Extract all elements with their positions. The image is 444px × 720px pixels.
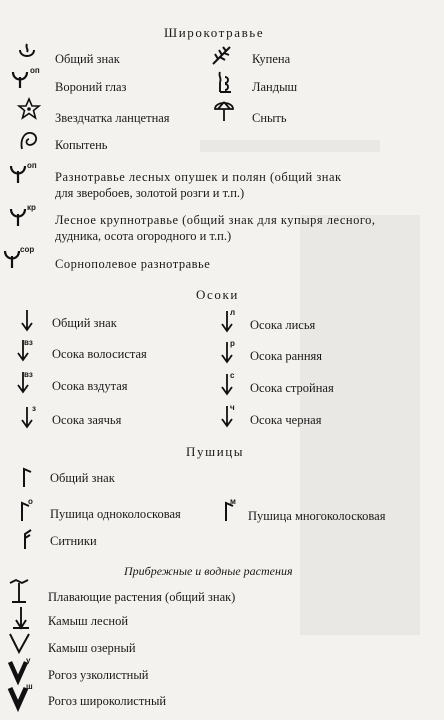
tall-forbs-label-line1: Лесное крупнотравье (общий знак для купыря лесного, <box>55 213 376 227</box>
forest-reed-label: Камыш лесной <box>48 614 129 628</box>
sedge-bladder-superscript: вз <box>24 370 33 379</box>
sedge-fox-label: Осока лисья <box>250 318 316 332</box>
tall-forbs-superscript: кр <box>27 203 36 212</box>
lily-of-valley-icon <box>213 70 235 94</box>
starwort-icon <box>18 98 40 120</box>
floating-plants-label: Плавающие растения (общий знак) <box>48 590 236 604</box>
sedge-hare-label: Осока заячья <box>52 413 122 427</box>
weedy-forbs-superscript: сор <box>20 245 35 254</box>
section-title-cottongrass: Пушицы <box>186 444 245 459</box>
sedge-general-icon <box>20 309 36 333</box>
bleed-through-block <box>200 140 380 152</box>
edge-forbs-superscript: оп <box>27 161 37 170</box>
sedge-early-label: Осока ранняя <box>250 349 323 363</box>
cottongrass-single-label: Пушица одноколосковая <box>50 507 181 521</box>
sedge-fox-superscript: л <box>230 308 236 317</box>
forbs-general-label: Общий знак <box>55 52 120 66</box>
raven-eye-label: Вороний глаз <box>55 80 127 94</box>
sedge-slender-label: Осока стройная <box>250 381 334 395</box>
sedge-general-label: Общий знак <box>52 316 117 330</box>
sedge-bladder-label: Осока вздутая <box>52 379 128 393</box>
cottongrass-general-icon <box>20 466 36 488</box>
solomon-seal-label: Купена <box>252 52 291 66</box>
narrow-cattail-label: Рогоз узколистный <box>48 668 149 682</box>
sedge-early-superscript: р <box>230 339 235 348</box>
sedge-hairy-label: Осока волосистая <box>52 347 147 361</box>
floating-plants-icon <box>8 578 30 604</box>
section-title-sedges: Осоки <box>196 287 239 302</box>
forbs-general-icon <box>16 42 38 62</box>
hoofwort-label: Копытень <box>55 138 108 152</box>
cottongrass-single-superscript: о <box>28 497 33 506</box>
lake-reed-icon <box>8 632 32 654</box>
sedge-hairy-superscript: вз <box>24 338 33 347</box>
section-title-aquatic: Прибрежные и водные растения <box>124 564 293 578</box>
edge-forbs-label-line2: для зверобоев, золотой розги и т.п.) <box>55 186 245 200</box>
solomon-seal-icon <box>210 44 234 66</box>
goutweed-icon <box>213 100 235 122</box>
rush-icon <box>20 528 36 550</box>
sedge-black-label: Осока черная <box>250 413 322 427</box>
broad-cattail-superscript: ш <box>26 682 33 691</box>
broad-cattail-label: Рогоз широколистный <box>48 694 167 708</box>
weedy-forbs-label: Сорнополевое разнотравье <box>55 257 211 271</box>
goutweed-label: Сныть <box>252 111 287 125</box>
hoofwort-icon <box>18 130 40 150</box>
edge-forbs-label-line1: Разнотравье лесных опушек и полян (общий знак <box>55 170 342 184</box>
cottongrass-general-label: Общий знак <box>50 471 115 485</box>
starwort-label: Звездчатка ланцетная <box>55 111 170 125</box>
cottongrass-multi-superscript: м <box>230 497 236 506</box>
section-title-forbs: Широкотравье <box>164 25 265 40</box>
raven-eye-superscript: оп <box>30 66 40 75</box>
sedge-slender-superscript: с <box>230 371 235 380</box>
sedge-black-superscript: ч <box>230 403 235 412</box>
raven-eye-icon <box>10 68 32 88</box>
sedge-hare-superscript: з <box>32 404 36 413</box>
lake-reed-label: Камыш озерный <box>48 641 136 655</box>
narrow-cattail-superscript: у <box>26 656 31 665</box>
rush-label: Ситники <box>50 534 97 548</box>
lily-of-valley-label: Ландыш <box>252 80 298 94</box>
tall-forbs-label-line2: дудника, осота огородного и т.п.) <box>55 229 232 243</box>
forest-reed-icon <box>10 606 32 630</box>
cottongrass-multi-label: Пушица многоколосковая <box>248 509 386 523</box>
